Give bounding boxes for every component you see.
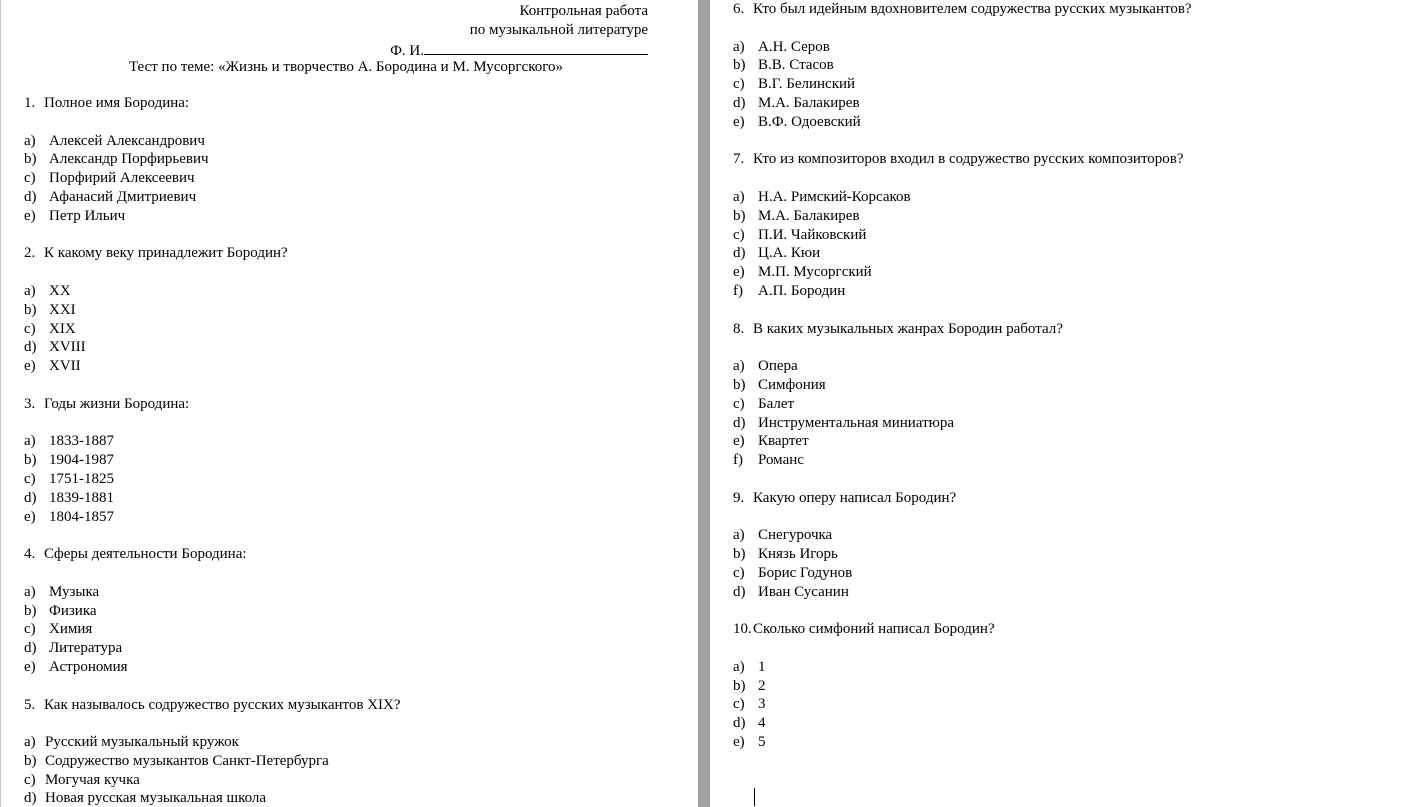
answer-option <box>24 620 401 639</box>
option-letter: c) <box>24 470 36 487</box>
document-page-right[interactable] <box>710 0 1413 807</box>
option-text: 1751-1825 <box>49 470 114 487</box>
option-text: Могучая кучка <box>45 771 140 788</box>
option-letter: a) <box>24 282 36 299</box>
option-text: 3 <box>758 696 766 713</box>
question-number: 8. <box>733 320 745 337</box>
option-text: Борис Годунов <box>758 564 853 581</box>
option-text: XVIII <box>49 339 86 356</box>
answer-option <box>733 395 1192 414</box>
option-text: Порфирий Алексеевич <box>49 170 195 187</box>
option-text: Князь Игорь <box>758 546 838 563</box>
answer-option <box>733 564 1192 583</box>
option-text: 1839-1881 <box>49 489 114 506</box>
option-letter: d) <box>24 790 37 807</box>
answer-option <box>24 282 401 301</box>
option-letter: a) <box>24 583 36 600</box>
answer-option <box>733 545 1192 564</box>
option-letter: e) <box>733 433 745 450</box>
question-2 <box>24 244 401 263</box>
option-text: Алексей Александрович <box>49 132 205 149</box>
question-number: 1. <box>24 95 36 111</box>
option-letter: d) <box>733 245 746 262</box>
option-letter: c) <box>733 696 745 713</box>
option-text: Астрономия <box>49 658 128 675</box>
option-letter: d) <box>24 489 37 506</box>
fio-blank-line <box>424 40 648 55</box>
option-letter: b) <box>733 376 746 393</box>
document-page-left[interactable] <box>0 0 698 807</box>
option-letter: a) <box>733 38 745 55</box>
answer-option <box>733 733 1192 752</box>
question-4 <box>24 545 401 564</box>
question-10 <box>733 620 1192 639</box>
option-letter: c) <box>24 170 36 187</box>
option-letter: e) <box>24 207 36 224</box>
document-header <box>390 2 648 61</box>
option-text: 2 <box>758 677 766 694</box>
answer-option <box>24 451 401 470</box>
option-letter: b) <box>733 546 746 563</box>
answer-option <box>733 113 1192 132</box>
option-text: XVII <box>49 358 81 375</box>
answer-option <box>24 432 401 451</box>
answer-option <box>733 188 1192 207</box>
option-text: 1 <box>758 658 766 675</box>
question-text: Сколько симфоний написал Бородин? <box>753 621 995 638</box>
answer-option <box>24 658 401 677</box>
option-text: Химия <box>49 621 93 638</box>
option-letter: a) <box>733 527 745 544</box>
answer-option <box>24 639 401 658</box>
option-text: М.А. Балакирев <box>758 94 860 111</box>
answer-option <box>24 301 401 320</box>
question-number: 5. <box>24 696 36 713</box>
question-number: 6. <box>733 1 745 17</box>
answer-option <box>733 94 1192 113</box>
answer-option <box>24 338 401 357</box>
question-text: Кто из композиторов входил в содружество русских композиторов? <box>753 151 1184 168</box>
question-text: К какому веку принадлежит Бородин? <box>44 245 288 262</box>
option-text: В.Ф. Одоевский <box>758 113 861 130</box>
option-letter: a) <box>24 433 36 450</box>
option-text: В.Г. Белинский <box>758 76 856 93</box>
answer-option <box>24 470 401 489</box>
question-list-right <box>733 0 1192 752</box>
option-text: М.П. Мусоргский <box>758 264 872 281</box>
answer-option <box>24 169 401 188</box>
option-text: В.В. Стасов <box>758 57 834 74</box>
option-letter: c) <box>733 564 745 581</box>
option-letter: a) <box>733 658 745 675</box>
answer-option <box>733 376 1192 395</box>
question-number: 3. <box>24 395 36 412</box>
test-title: Тест по теме: «Жизнь и творчество А. Бородина и М. Мусоргского» <box>128 59 564 75</box>
option-text: Афанасий Дмитриевич <box>49 188 197 205</box>
option-text: П.И. Чайковский <box>758 226 867 243</box>
answer-option <box>24 508 401 527</box>
answer-option <box>24 789 401 807</box>
answer-option <box>24 583 401 602</box>
option-letter: e) <box>24 658 36 675</box>
option-text: Русский музыкальный кружок <box>45 734 239 751</box>
answer-option <box>733 75 1192 94</box>
option-text: 5 <box>758 734 766 751</box>
option-letter: d) <box>24 339 37 356</box>
question-3 <box>24 395 401 414</box>
answer-option <box>733 677 1192 696</box>
answer-option <box>733 207 1192 226</box>
header-line-2: по музыкальной литературе <box>469 22 648 38</box>
option-text: 4 <box>758 715 766 732</box>
answer-option <box>24 602 401 621</box>
option-letter: c) <box>733 395 745 412</box>
answer-option <box>733 263 1192 282</box>
question-text: Сферы деятельности Бородина: <box>44 546 247 563</box>
answer-option <box>733 226 1192 245</box>
question-number: 10. <box>733 621 752 638</box>
answer-option <box>733 56 1192 75</box>
question-number: 4. <box>24 546 36 563</box>
question-5 <box>24 696 401 715</box>
option-text: А.Н. Серов <box>758 38 830 55</box>
answer-option <box>24 188 401 207</box>
option-letter: b) <box>733 57 746 74</box>
option-text: Инструментальная миниатюра <box>758 414 954 431</box>
question-text: Годы жизни Бородина: <box>44 395 190 412</box>
option-letter: e) <box>733 113 745 130</box>
question-9 <box>733 489 1192 508</box>
option-text: XIX <box>49 320 76 337</box>
answer-option <box>733 432 1192 451</box>
option-letter: b) <box>24 602 37 619</box>
answer-option <box>733 451 1192 470</box>
option-letter: a) <box>24 132 36 149</box>
option-letter: d) <box>733 414 746 431</box>
answer-option <box>24 489 401 508</box>
question-text: Кто был идейным вдохновителем содружества русских музыкантов? <box>753 1 1192 17</box>
option-text: Содружество музыкантов Санкт-Петербурга <box>45 752 329 769</box>
option-letter: e) <box>24 358 36 375</box>
option-letter: a) <box>733 358 745 375</box>
option-letter: c) <box>733 76 745 93</box>
fio-label: Ф. И. <box>390 43 424 59</box>
answer-option <box>733 583 1192 602</box>
option-letter: e) <box>733 264 745 281</box>
option-letter: e) <box>733 734 745 751</box>
answer-option <box>24 357 401 376</box>
option-letter: d) <box>24 640 37 657</box>
answer-option <box>24 320 401 339</box>
option-text: Романс <box>758 452 804 469</box>
option-text: Новая русская музыкальная школа <box>45 790 267 807</box>
answer-option <box>733 244 1192 263</box>
option-text: Иван Сусанин <box>758 583 849 600</box>
option-letter: f) <box>733 452 743 469</box>
option-text: Снегурочка <box>758 527 833 544</box>
option-letter: b) <box>24 752 37 769</box>
option-text: Квартет <box>758 433 809 450</box>
option-text: Симфония <box>758 376 826 393</box>
option-letter: b) <box>24 301 37 318</box>
option-text: Петр Ильич <box>49 207 126 224</box>
question-text: В каких музыкальных жанрах Бородин работал? <box>753 320 1063 337</box>
option-text: 1833-1887 <box>49 433 114 450</box>
answer-option <box>733 695 1192 714</box>
question-number: 2. <box>24 245 36 262</box>
option-letter: b) <box>24 151 37 168</box>
option-text: Физика <box>49 602 97 619</box>
option-letter: b) <box>733 677 746 694</box>
question-text: Какую оперу написал Бородин? <box>753 489 957 506</box>
answer-option <box>24 132 401 151</box>
option-letter: a) <box>24 734 36 751</box>
option-text: Н.А. Римский-Корсаков <box>758 188 911 205</box>
option-letter: b) <box>24 452 37 469</box>
answer-option <box>24 771 401 790</box>
question-text: Полное имя Бородина: <box>44 95 190 111</box>
answer-option <box>24 733 401 752</box>
option-text: 1804-1857 <box>49 508 114 525</box>
answer-option <box>733 658 1192 677</box>
option-letter: d) <box>24 188 37 205</box>
question-1 <box>24 94 401 113</box>
option-letter: c) <box>24 621 36 638</box>
question-7 <box>733 150 1192 169</box>
option-letter: d) <box>733 94 746 111</box>
option-text: XXI <box>49 301 76 318</box>
option-text: Музыка <box>49 583 100 600</box>
text-cursor <box>754 788 755 806</box>
option-text: М.А. Балакирев <box>758 207 860 224</box>
question-text: Как называлось содружество русских музыкантов XIX? <box>44 696 401 713</box>
answer-option <box>733 357 1192 376</box>
option-text: Балет <box>758 395 795 412</box>
answer-option <box>733 526 1192 545</box>
option-letter: c) <box>24 771 36 788</box>
option-letter: c) <box>733 226 745 243</box>
option-letter: c) <box>24 320 36 337</box>
option-text: А.П. Бородин <box>758 282 846 299</box>
option-letter: f) <box>733 282 743 299</box>
option-text: Александр Порфирьевич <box>49 151 209 168</box>
option-letter: a) <box>733 188 745 205</box>
answer-option <box>733 282 1192 301</box>
option-text: Ц.А. Кюи <box>758 245 821 262</box>
question-number: 7. <box>733 151 745 168</box>
option-text: Опера <box>758 358 798 375</box>
option-letter: d) <box>733 583 746 600</box>
option-text: 1904-1987 <box>49 452 114 469</box>
option-letter: b) <box>733 207 746 224</box>
answer-option <box>733 38 1192 57</box>
option-text: XX <box>49 282 71 299</box>
answer-option <box>733 714 1192 733</box>
answer-option <box>24 752 401 771</box>
question-number: 9. <box>733 489 745 506</box>
option-text: Литература <box>49 640 123 657</box>
answer-option <box>24 207 401 226</box>
header-line-1: Контрольная работа <box>519 3 648 19</box>
question-list-left <box>24 94 401 807</box>
answer-option <box>733 414 1192 433</box>
question-6 <box>733 0 1192 19</box>
option-letter: d) <box>733 715 746 732</box>
question-8 <box>733 320 1192 339</box>
option-letter: e) <box>24 508 36 525</box>
answer-option <box>24 150 401 169</box>
